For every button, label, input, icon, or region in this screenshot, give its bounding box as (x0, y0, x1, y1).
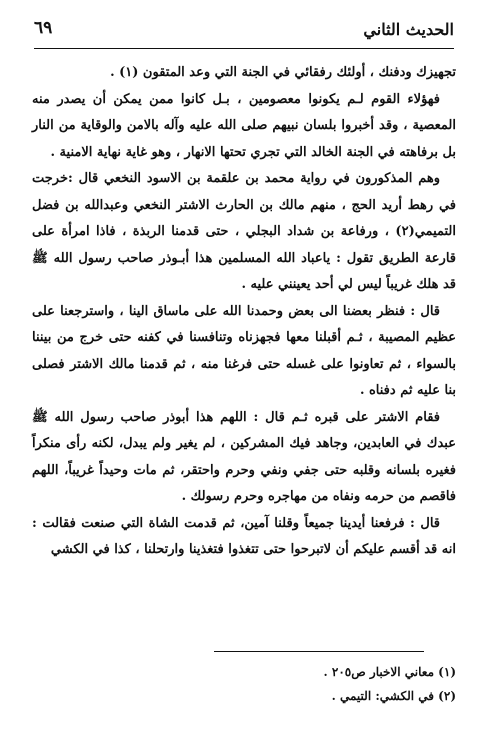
page-header (34, 18, 454, 44)
paragraph: وهم المذكورون في رواية محمد بن علقمة بن الاسود النخعي قال :خرجت في رهط أريد الحج ، منهم مالك بن الحارث الاشتر النخعي وعبدالله بن فضل التميمي(٢) ، ورفاعة بن شداد البجلي ، حتى قدمنا الربذة ، فاذا امرأة على قارعة الطريق تقول : ياعباد الله المسلمين هذا أبـوذر صاحب رسول الله ﷺ قد هلك غريباً ليس لي أحد يعينني عليه . (32, 171, 456, 292)
paragraph: فقام الاشتر على قبره ثـم قال : اللهم هذا أبوذر صاحب رسول الله ﷺ عبدك في العابدين، وجاهد فيك المشركين ، لم يغير ولم يبدل، لكنه رأى منكراً فغيره بلسانه وقلبه حتى جفي ونفي وحرم واحتقر، ثم مات وحيداً غريباً، اللهم فاقصم من حرمه ونفاه من مهاجره وحرم رسولك . (32, 409, 456, 504)
paragraph: فهؤلاء القوم لـم يكونوا معصومين ، بـل كانوا ممن يمكن أن يصدر منه المعصية ، وقد أخبروا بلسان نبيهم صلى الله عليه وآله بالامن والوقاية من النار بل برفاهته في الجنة الخالد التي تجري تحتها الانهار ، وهو غاية نهاية الامنية . (32, 91, 456, 160)
paragraph: تجهيزك ودفنك ، أولئك رفقائي في الجنة التي وعد المتقون (١) . (110, 65, 456, 80)
body-text (32, 60, 456, 564)
paragraph: قال : فرفعنا أيدينا جميعاً وقلنا آمين، ثم قدمت الشاة التي صنعت فقالت : انه قد أقسم عليكم أن لاتبرحوا حتى تتغذوا فتغذينا وارتحلنا ، كذا في الكشي (32, 515, 456, 557)
paragraph: قال : فنظر بعضنا الى بعض وحمدنا الله على ماساق الينا ، واسترجعنا على عظيم المصيبة ، ثـم أقبلنا معها فجهزناه وتنافسنا في كفنه حتى خرج من بيننا بالسواء ، ثم تعاونوا على غسله حتى فرغنا منه ، ثم قدمنا مالك الاشتر فصلى بنا عليه ثم دفناه . (32, 303, 456, 398)
header-rule (34, 48, 454, 49)
footnote-rule (214, 651, 424, 652)
page-number: ٦٩ (34, 18, 53, 38)
footnote: (٢) في الكشي: التيمي . (331, 689, 456, 703)
running-title: الحديث الثاني (363, 20, 454, 39)
footnote: (١) معاني الاخبار ص٢٠٥ . (323, 665, 456, 679)
footnotes (32, 660, 456, 708)
